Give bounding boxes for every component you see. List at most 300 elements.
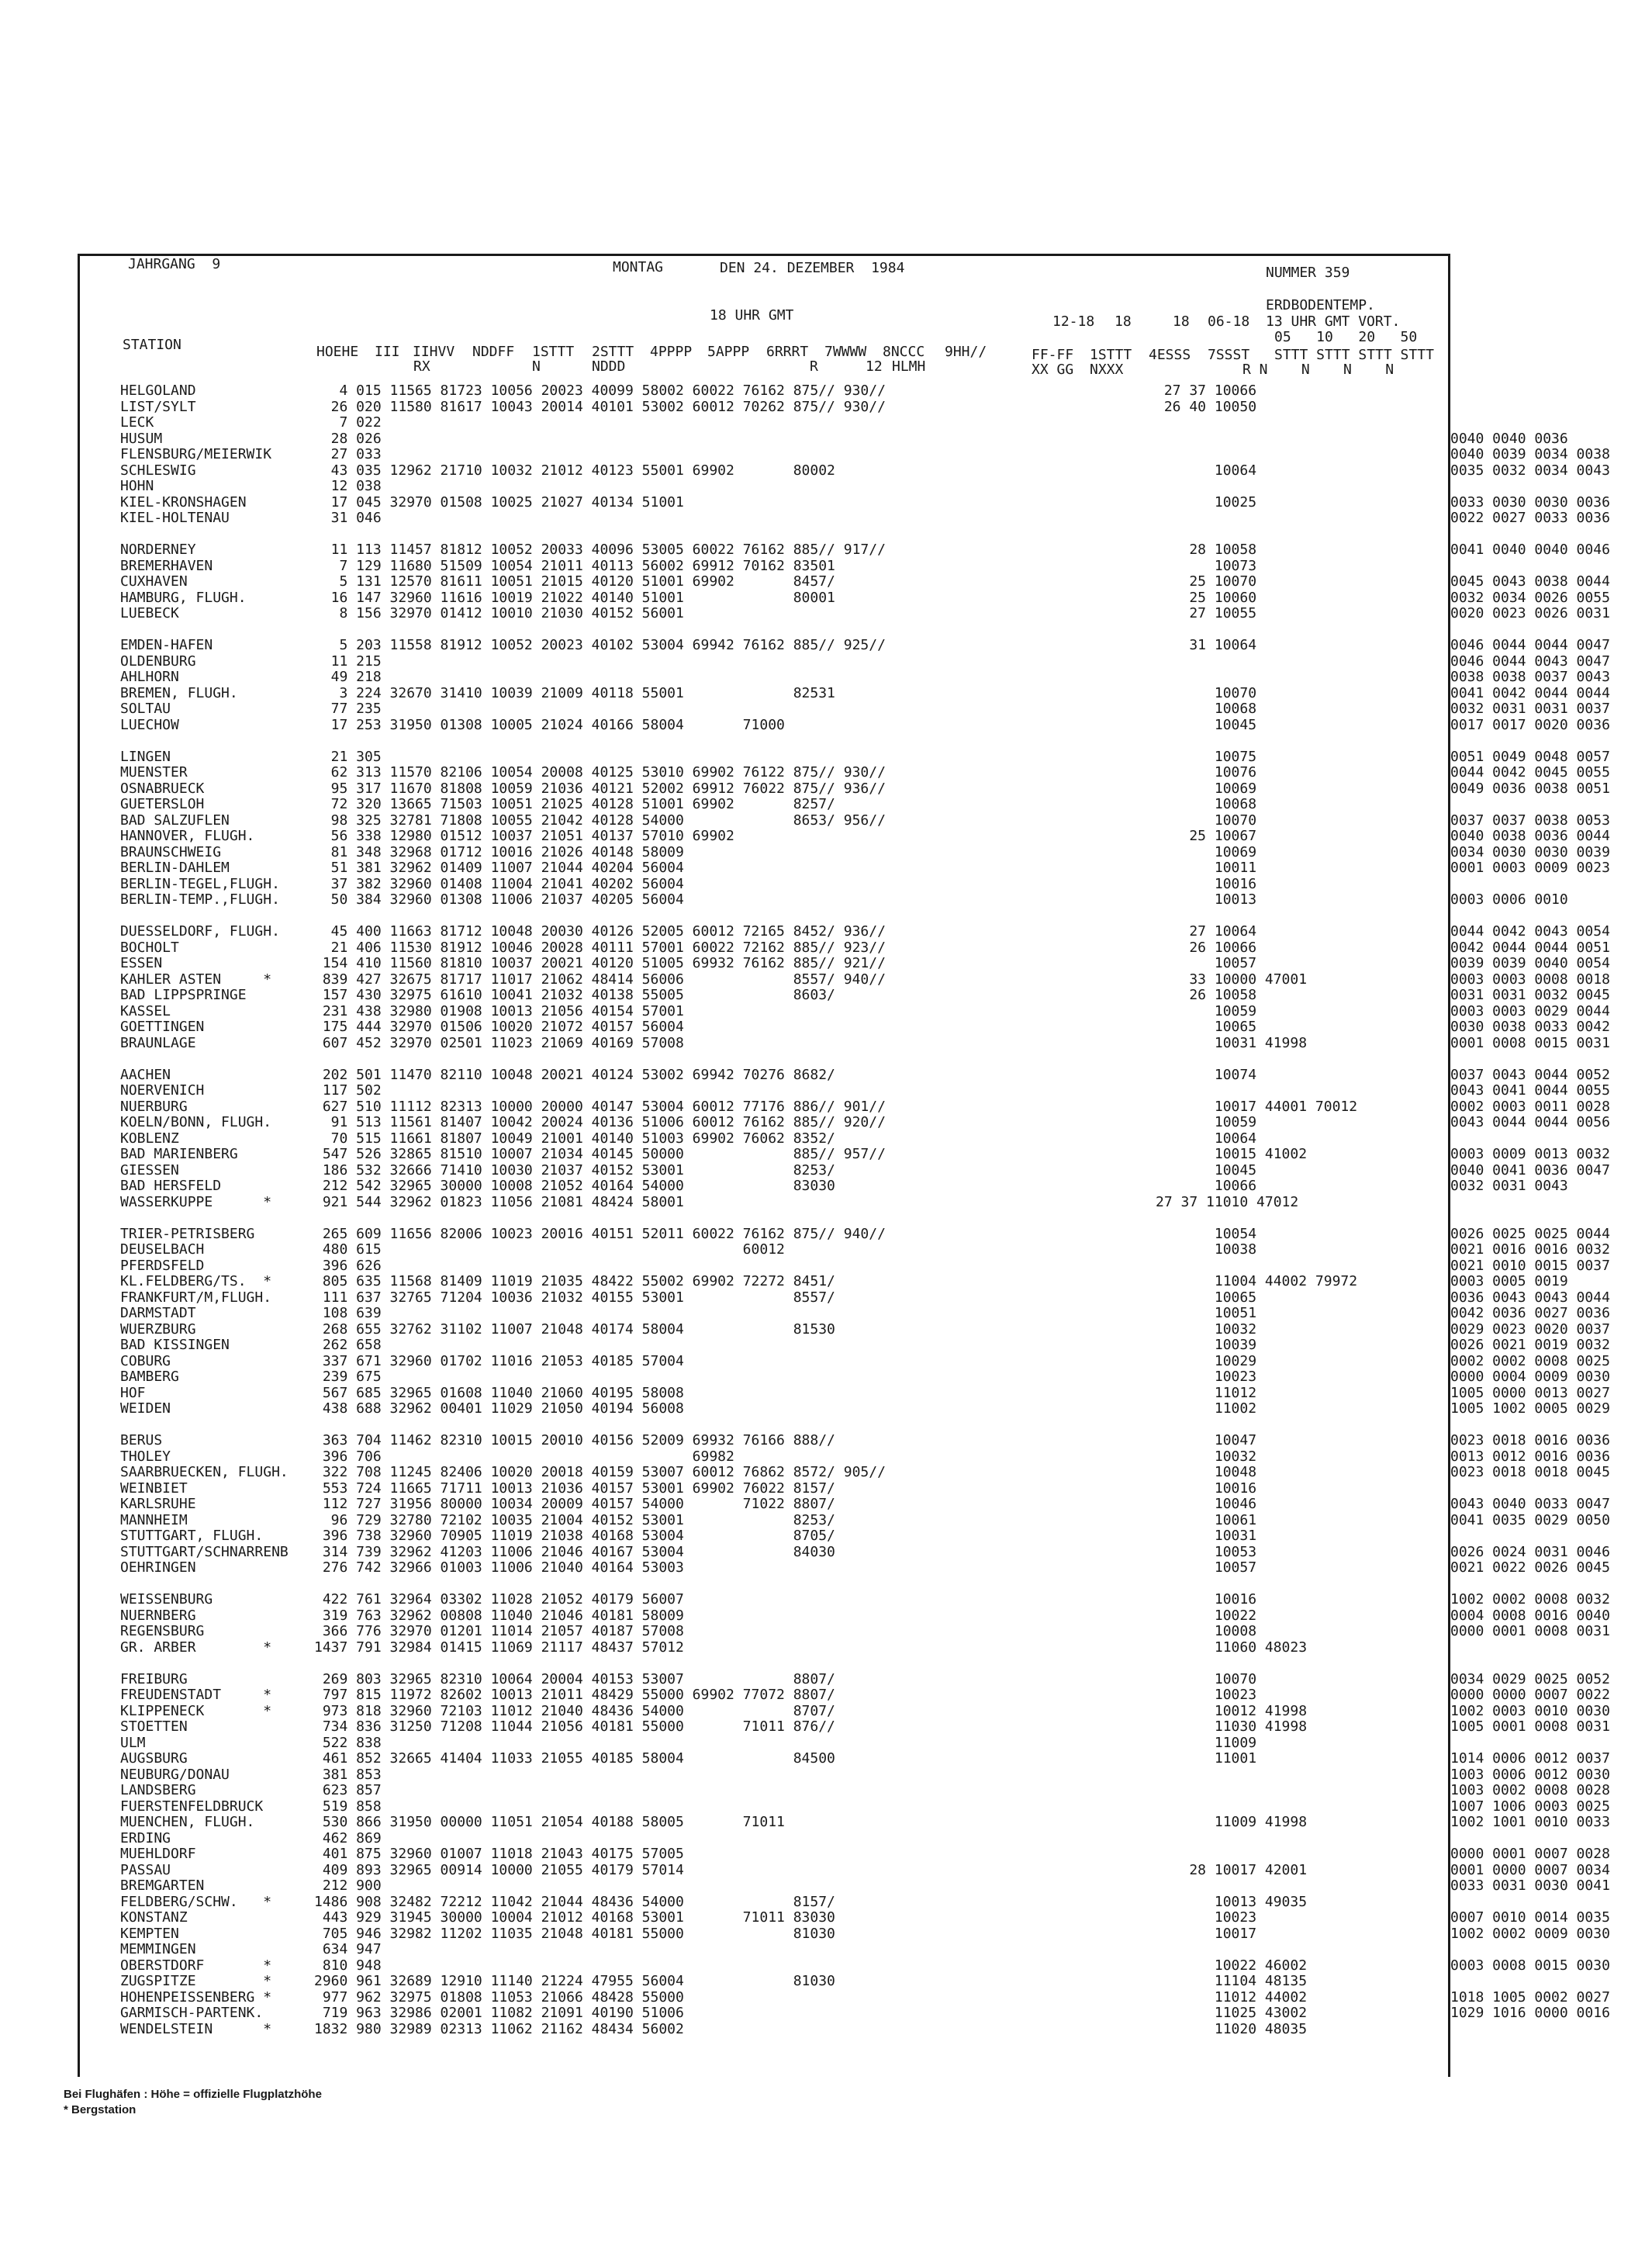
station-name: FRANKFURT/M,FLUGH. (120, 1289, 272, 1306)
soil-temp-values: 0030 0038 0033 0042 (1450, 1019, 1610, 1035)
station-row (120, 1083, 1652, 1099)
station-name: BAD MARIENBERG (120, 1146, 238, 1162)
station-name: KLIPPENECK * (120, 1702, 272, 1719)
station-row (120, 1481, 1652, 1497)
station-row (120, 1513, 1652, 1529)
sunshine-values: 11012 44002 (1156, 1988, 1308, 2005)
station-row (120, 1974, 1652, 1990)
soil-temp-values: 1029 1016 0000 0016 (1450, 2005, 1610, 2021)
station-row (120, 1449, 1652, 1466)
soil-temp-values: 0001 0000 0007 0034 (1450, 1861, 1610, 1878)
sunshine-values: 11009 41998 (1156, 1814, 1308, 1830)
station-name: TRIER-PETRISBERG (120, 1225, 255, 1242)
station-name: PASSAU (120, 1861, 171, 1878)
sunshine-values: 10032 (1156, 1320, 1257, 1338)
station-row (120, 2022, 1652, 2038)
station-row (120, 606, 1652, 622)
sunshine-values: 10047 (1156, 1432, 1257, 1448)
soil-temp-values: 0013 0012 0016 0036 (1450, 1448, 1610, 1465)
sunshine-values: 11030 41998 (1156, 1718, 1308, 1735)
synop-values: 519 858 (314, 1798, 382, 1815)
soil-temp-values: 0043 0041 0044 0055 (1450, 1082, 1610, 1099)
station-row (120, 1369, 1652, 1386)
station-row (120, 1783, 1652, 1799)
col-9hh: 9HH// (945, 344, 987, 360)
sunshine-values (1156, 1878, 1450, 1895)
station-name: FREIBURG (120, 1670, 188, 1687)
synop-values: 239 675 (314, 1369, 382, 1385)
station-row (120, 1433, 1652, 1449)
station-row (120, 1099, 1652, 1116)
synop-values: 154 410 11560 81810 10037 20021 40120 51005 69932 76162 885// 921// (314, 955, 886, 971)
station-row (120, 1846, 1652, 1863)
synop-values: 438 688 32962 00401 11029 21050 40194 56008 (314, 1400, 684, 1417)
soil-temp-values: 0029 0023 0020 0037 (1450, 1320, 1610, 1338)
station-name: LUEBECK (120, 605, 179, 621)
station-name: KL.FELDBERG/TS. * (120, 1273, 272, 1289)
sunshine-values: 10064 (1156, 1130, 1257, 1147)
sunshine-values: 10008 (1156, 1623, 1257, 1639)
synop-values: 50 384 32960 01308 11006 21037 40205 56004 (314, 891, 684, 908)
sunshine-values: 10061 (1156, 1511, 1257, 1528)
station-row (120, 1338, 1652, 1354)
sunshine-values: 11001 (1156, 1750, 1257, 1767)
synop-values: 4 015 11565 81723 10056 20023 40099 58002 60022 76162 875// 930// (314, 382, 886, 399)
station-row (120, 1227, 1652, 1243)
footnotes (64, 2087, 322, 2118)
synop-values: 276 742 32966 01003 11006 21040 40164 53003 (314, 1559, 684, 1576)
synop-values: 396 626 (314, 1257, 382, 1274)
group-spacer (120, 1656, 1652, 1672)
sunshine-values: 10016 (1156, 875, 1257, 892)
soil-temp-values: 0000 0001 0008 0031 (1450, 1623, 1610, 1639)
station-row (120, 1767, 1652, 1784)
soil-temp-values (1450, 1528, 1652, 1545)
soil-temp-values: 0007 0010 0014 0035 (1450, 1909, 1610, 1926)
sunshine-values: 27 37 11010 47012 (1156, 1193, 1299, 1210)
station-name: BRAUNLAGE (120, 1034, 196, 1051)
station-row (120, 638, 1652, 654)
soil-title: ERDBODENTEMP. (1266, 297, 1375, 313)
soil-temp-values (1450, 1831, 1652, 1847)
soil-temp-values: 0021 0022 0026 0045 (1450, 1559, 1610, 1576)
soil-temp-values: 0034 0029 0025 0052 (1450, 1670, 1610, 1687)
station-row (120, 813, 1652, 829)
station-name: KOBLENZ (120, 1130, 179, 1147)
soil-temp-values: 0045 0043 0038 0044 (1450, 573, 1610, 590)
synop-values: 422 761 32964 03302 11028 21052 40179 56007 (314, 1591, 684, 1607)
station-name: NEUBURG/DONAU (120, 1766, 230, 1783)
sunshine-values: 10074 (1156, 1066, 1257, 1083)
station-row (120, 988, 1652, 1004)
sunshine-values (1156, 431, 1450, 448)
sunshine-values: 11104 48135 (1156, 1973, 1308, 1989)
period-18-a: 18 (1115, 313, 1132, 330)
station-name: HAMBURG, FLUGH. (120, 589, 247, 606)
sunshine-values: 10022 (1156, 1607, 1257, 1624)
station-row (120, 1258, 1652, 1275)
synop-values: 212 900 (314, 1877, 382, 1894)
sunshine-values: 10048 (1156, 1464, 1257, 1480)
synop-values: 56 338 12980 01512 10037 21051 40137 57010 69902 (314, 828, 734, 844)
synop-values: 797 815 11972 82602 10013 21011 48429 55000 69902 77072 8807/ (314, 1687, 835, 1703)
soil-temp-values: 0021 0016 0016 0032 (1450, 1241, 1610, 1258)
soil-temp-values (1450, 479, 1652, 495)
soil-temp-values (1450, 1736, 1652, 1752)
soil-temp-values: 0049 0036 0038 0051 (1450, 780, 1610, 797)
synop-values: 12 038 (314, 478, 382, 494)
sunshine-values: 10015 41002 (1156, 1146, 1308, 1162)
sunshine-values: 10017 (1156, 1925, 1257, 1942)
station-row (120, 1863, 1652, 1879)
synop-values: 5 203 11558 81912 10052 20023 40102 53004 69942 76162 885// 925// (314, 637, 886, 653)
station-name: KIEL-KRONSHAGEN (120, 493, 247, 510)
synop-values: 31 046 (314, 510, 382, 526)
soil-temp-values: 0023 0018 0018 0045 (1450, 1464, 1610, 1480)
sunshine-values: 10017 44001 70012 (1156, 1098, 1358, 1115)
station-name: STUTTGART/SCHNARRENB (120, 1543, 289, 1560)
sunshine-values: 10039 (1156, 1337, 1257, 1353)
sunshine-values (1156, 510, 1450, 527)
col-hoehe: HOEHE (316, 344, 359, 360)
col-6rrrt: 6RRRT (766, 344, 809, 360)
station-row (120, 1147, 1652, 1163)
synop-values: 95 317 11670 81808 10059 21036 40121 52002 69912 76022 875// 936// (314, 780, 886, 797)
station-name: STOETTEN (120, 1718, 188, 1735)
station-row (120, 383, 1652, 400)
station-row (120, 686, 1652, 702)
period-18-b: 18 (1173, 313, 1190, 330)
synop-values: 322 708 11245 82406 10020 20018 40159 53007 60012 76862 8572/ 905// (314, 1464, 886, 1480)
soil-temp-values: 0003 0008 0015 0030 (1450, 1957, 1610, 1974)
synop-values: 1437 791 32984 01415 11069 21117 48437 57012 (314, 1639, 684, 1656)
weekday: MONTAG (613, 259, 664, 275)
soil-temp-values (1450, 2022, 1652, 2038)
synop-values: 108 639 (314, 1305, 382, 1321)
synop-values: 5 131 12570 81611 10051 21015 40120 51001 69902 8457/ (314, 573, 835, 590)
synop-values: 530 866 31950 00000 11051 21054 40188 58005 71011 (314, 1814, 785, 1830)
synop-values: 8 156 32970 01412 10010 21030 40152 56001 (314, 605, 684, 621)
station-row (120, 415, 1652, 431)
synop-values: 16 147 32960 11616 10019 21022 40140 51001 80001 (314, 589, 835, 606)
station-name: GUETERSLOH (120, 796, 205, 812)
station-row (120, 1926, 1652, 1943)
station-row (120, 1195, 1652, 1211)
sub-12: 12 (866, 358, 883, 375)
station-row (120, 749, 1652, 766)
station-row (120, 447, 1652, 463)
station-name: WUERZBURG (120, 1320, 196, 1338)
soil-temp-values (1450, 1895, 1652, 1911)
station-name: LINGEN (120, 748, 171, 765)
station-name: MUENCHEN, FLUGH. (120, 1814, 255, 1830)
synop-values: 17 045 32970 01508 10025 21027 40134 51001 (314, 493, 684, 510)
station-name: MUENSTER (120, 764, 188, 780)
soil-temp-values: 0040 0039 0034 0038 (1450, 446, 1610, 462)
sunshine-values (1156, 1799, 1450, 1815)
sunshine-values: 11012 (1156, 1384, 1257, 1401)
soil-temp-values: 0043 0044 0044 0056 (1450, 1114, 1610, 1130)
station-name: THOLEY (120, 1448, 171, 1465)
group-spacer (120, 1576, 1652, 1593)
soil-temp-values: 0026 0025 0025 0044 (1450, 1225, 1610, 1242)
synop-values: 734 836 31250 71208 11044 21056 40181 55000 71011 876// (314, 1718, 835, 1735)
station-name: AACHEN (120, 1066, 171, 1083)
soil-temp-values: 0036 0043 0043 0044 (1450, 1289, 1610, 1306)
station-name: BERLIN-TEMP.,FLUGH. (120, 891, 280, 908)
sub-nxxx: NXXX (1090, 362, 1124, 378)
col-nddff: NDDFF (472, 344, 515, 360)
sunshine-values: 10075 (1156, 748, 1257, 765)
station-row (120, 1608, 1652, 1625)
synop-values: 27 033 (314, 446, 382, 462)
soil-temp-values (1450, 400, 1652, 416)
synop-values: 37 382 32960 01408 11004 21041 40202 56004 (314, 875, 684, 892)
station-name: EMDEN-HAFEN (120, 637, 213, 653)
station-name: KIEL-HOLTENAU (120, 510, 230, 526)
station-name: COBURG (120, 1352, 171, 1369)
soil-temp-values: 0021 0010 0015 0037 (1450, 1257, 1610, 1274)
station-name: BOCHOLT (120, 939, 179, 956)
synop-values: 265 609 11656 82006 10023 20016 40151 52011 60022 76162 875// 940// (314, 1225, 886, 1242)
station-row (120, 463, 1652, 479)
soil-temp-values: 1002 0002 0008 0032 (1450, 1591, 1610, 1607)
sunshine-values (1156, 1083, 1450, 1099)
soil-temp-values: 0033 0031 0030 0041 (1450, 1877, 1610, 1894)
sunshine-values: 28 10017 42001 (1156, 1861, 1308, 1878)
sunshine-values: 11060 48023 (1156, 1639, 1308, 1656)
synop-values: 319 763 32962 00808 11040 21046 40181 58009 (314, 1607, 684, 1624)
station-row (120, 542, 1652, 559)
synop-values: 810 948 (314, 1957, 382, 1974)
sunshine-values: 10032 (1156, 1448, 1257, 1465)
synop-values: 28 026 (314, 430, 382, 447)
sunshine-values: 27 10064 (1156, 923, 1257, 940)
station-name: NORDERNEY (120, 542, 196, 558)
soil-temp-values: 0020 0023 0026 0031 (1450, 605, 1610, 621)
synop-values: 175 444 32970 01506 10020 21072 40157 56004 (314, 1019, 684, 1035)
station-name: DEUSELBACH (120, 1241, 205, 1258)
col-1sttt: 1STTT (532, 344, 575, 360)
station-name: HANNOVER, FLUGH. (120, 828, 255, 844)
synop-values: 49 218 (314, 669, 382, 685)
station-name: LIST/SYLT (120, 398, 196, 415)
synop-values: 96 729 32780 72102 10035 21004 40152 53001 8253/ (314, 1511, 835, 1528)
sunshine-values: 10038 (1156, 1241, 1257, 1258)
synop-values: 7 129 11680 51509 10054 21011 40113 56002 69912 70162 83501 (314, 557, 835, 574)
synop-values: 443 929 31945 30000 10004 21012 40168 53001 71011 83030 (314, 1909, 835, 1926)
sunshine-values: 10011 (1156, 860, 1257, 876)
station-name: DARMSTADT (120, 1305, 196, 1321)
station-name: HOHN (120, 478, 154, 494)
station-name: LECK (120, 414, 154, 431)
station-name: NOERVENICH (120, 1082, 205, 1099)
sunshine-values: 10051 (1156, 1305, 1257, 1321)
col-4esss: 4ESSS (1149, 347, 1191, 363)
station-name: OBERSTDORF * (120, 1957, 272, 1974)
sunshine-values: 10029 (1156, 1352, 1257, 1369)
station-row (120, 1290, 1652, 1306)
station-row (120, 574, 1652, 590)
synop-values: 262 658 (314, 1337, 382, 1353)
station-row (120, 1036, 1652, 1052)
station-name: BAD HERSFELD (120, 1178, 222, 1194)
station-row (120, 1815, 1652, 1831)
soil-temp-values: 0051 0049 0048 0057 (1450, 748, 1610, 765)
sunshine-values: 10031 (1156, 1528, 1257, 1544)
col-4pppp: 4PPPP (650, 344, 693, 360)
station-row (120, 1401, 1652, 1417)
station-name: MEMMINGEN (120, 1941, 196, 1957)
station-row (120, 1736, 1652, 1752)
group-spacer (120, 622, 1652, 639)
station-name: LANDSBERG (120, 1782, 196, 1798)
sunshine-values: 11020 48035 (1156, 2020, 1308, 2037)
synop-values: 363 704 11462 82310 10015 20010 40156 52009 69932 76166 888// (314, 1432, 835, 1448)
station-name: BAD LIPPSPRINGE (120, 987, 247, 1003)
station-name: BAD SALZUFLEN (120, 812, 230, 829)
synop-values: 719 963 32986 02001 11082 21091 40190 51006 (314, 2005, 684, 2021)
sunshine-values: 10059 (1156, 1002, 1257, 1019)
sunshine-values (1156, 479, 1450, 495)
synop-values: 314 739 32962 41203 11006 21046 40167 53004 84030 (314, 1543, 835, 1560)
soil-temp-values: 0032 0031 0043 (1450, 1178, 1568, 1194)
station-name: DUESSELDORF, FLUGH. (120, 923, 280, 940)
soil-temp-values: 0003 0006 0010 (1450, 891, 1568, 908)
soil-temp-values: 0041 0035 0029 0050 (1450, 1511, 1610, 1528)
station-name: OEHRINGEN (120, 1559, 196, 1576)
station-table (120, 383, 1652, 2037)
synop-values: 623 857 (314, 1782, 382, 1798)
sunshine-values: 10053 (1156, 1543, 1257, 1560)
col-2sttt: 2STTT (592, 344, 634, 360)
station-row (120, 877, 1652, 893)
synop-values: 11 113 11457 81812 10052 20033 40096 53005 60022 76162 885// 917// (314, 542, 886, 558)
station-name: SAARBRUECKEN, FLUGH. (120, 1464, 289, 1480)
sunshine-values (1156, 1783, 1450, 1799)
sunshine-values: 10073 (1156, 557, 1257, 574)
soil-temp-values: 0001 0008 0015 0031 (1450, 1034, 1610, 1051)
soil-temp-values (1450, 559, 1652, 575)
soil-temp-values: 0026 0024 0031 0046 (1450, 1543, 1610, 1560)
soil-depths: 05 10 20 50 (1274, 329, 1418, 345)
soil-temp-values: 0033 0030 0030 0036 (1450, 493, 1610, 510)
station-row (120, 892, 1652, 908)
sunshine-values: 10054 (1156, 1225, 1257, 1242)
station-name: WASSERKUPPE * (120, 1193, 272, 1210)
sunshine-values: 10068 (1156, 796, 1257, 812)
station-name: BAD KISSINGEN (120, 1337, 230, 1353)
synop-values: 212 542 32965 30000 10008 21052 40164 54000 83030 (314, 1178, 835, 1194)
col-soil: STTT STTT STTT STTT (1274, 347, 1434, 363)
station-row (120, 1354, 1652, 1370)
sunshine-values: 33 10000 47001 (1156, 971, 1308, 988)
sunshine-values: 25 10067 (1156, 828, 1257, 844)
synop-values: 7 022 (314, 414, 382, 431)
station-name: FLENSBURG/MEIERWIK (120, 446, 272, 462)
soil-temp-values: 1002 0002 0009 0030 (1450, 1925, 1610, 1942)
station-row (120, 1131, 1652, 1147)
col-5appp: 5APPP (707, 344, 750, 360)
soil-temp-values: 0038 0038 0037 0043 (1450, 669, 1610, 685)
synop-values: 1832 980 32989 02313 11062 21162 48434 56002 (314, 2020, 684, 2037)
soil-temp-values: 0001 0003 0009 0023 (1450, 860, 1610, 876)
station-row (120, 1704, 1652, 1720)
synop-values: 461 852 32665 41404 11033 21055 40185 58004 84500 (314, 1750, 835, 1767)
station-name: HELGOLAND (120, 382, 196, 399)
sunshine-values: 10070 (1156, 812, 1257, 829)
station-row (120, 1528, 1652, 1545)
col-7ssst: 7SSST (1208, 347, 1250, 363)
station-name: SOLTAU (120, 701, 171, 717)
station-name: AUGSBURG (120, 1750, 188, 1767)
station-row (120, 797, 1652, 813)
sunshine-values: 10057 (1156, 955, 1257, 971)
soil-temp-values (1450, 1131, 1652, 1147)
sub-n: N (532, 358, 541, 375)
sunshine-values: 10031 41998 (1156, 1034, 1308, 1051)
sunshine-values: 10046 (1156, 1496, 1257, 1512)
sunshine-values (1156, 1846, 1450, 1863)
soil-temp-values: 0035 0032 0034 0043 (1450, 462, 1610, 479)
soil-temp-values: 0022 0027 0033 0036 (1450, 510, 1610, 526)
sunshine-values (1156, 1831, 1450, 1847)
sunshine-values: 10045 (1156, 716, 1257, 733)
station-name: KARLSRUHE (120, 1496, 196, 1512)
synop-values: 547 526 32865 81510 10007 21034 40145 50000 885// 957// (314, 1146, 886, 1162)
soil-temp-values: 0042 0044 0044 0051 (1450, 939, 1610, 956)
station-name: BAMBERG (120, 1369, 179, 1385)
station-row (120, 1592, 1652, 1608)
footnote-mountain: * Bergstation (64, 2103, 137, 2116)
station-row (120, 1274, 1652, 1290)
soil-temp-values: 0044 0042 0043 0054 (1450, 923, 1610, 940)
station-name: WEISSENBURG (120, 1591, 213, 1607)
sub-soil: R N N N N (1242, 362, 1395, 378)
sunshine-values (1156, 1942, 1450, 1958)
station-row (120, 670, 1652, 686)
soil-temp-values: 0000 0000 0007 0022 (1450, 1687, 1610, 1703)
synop-values: 269 803 32965 82310 10064 20004 40153 53007 8807/ (314, 1670, 835, 1687)
station-row (120, 1019, 1652, 1036)
soil-temp-values (1450, 1640, 1652, 1656)
station-name: BERLIN-TEGEL,FLUGH. (120, 875, 280, 892)
station-name: GIESSEN (120, 1161, 179, 1178)
sunshine-values: 10013 (1156, 891, 1257, 908)
soil-temp-values: 0031 0031 0032 0045 (1450, 987, 1610, 1003)
sunshine-values: 27 37 10066 (1156, 382, 1257, 399)
station-name: BERUS (120, 1432, 163, 1448)
sunshine-values: 10023 (1156, 1909, 1257, 1926)
synop-values: 77 235 (314, 701, 382, 717)
synop-values: 381 853 (314, 1766, 382, 1783)
soil-temp-values (1450, 1481, 1652, 1497)
station-row (120, 1958, 1652, 1974)
station-name: STUTTGART, FLUGH. (120, 1528, 264, 1544)
station-name: WENDELSTEIN * (120, 2020, 272, 2037)
synop-values: 396 706 69982 (314, 1448, 734, 1465)
sunshine-values: 10070 (1156, 684, 1257, 701)
synop-values: 366 776 32970 01201 11014 21057 40187 57008 (314, 1623, 684, 1639)
sunshine-values: 10069 (1156, 780, 1257, 797)
sunshine-values: 25 10060 (1156, 589, 1257, 606)
sunshine-values: 10057 (1156, 1559, 1257, 1576)
soil-temp-values: 0039 0039 0040 0054 (1450, 955, 1610, 971)
soil-temp-values: 1003 0002 0008 0028 (1450, 1782, 1610, 1798)
soil-temp-values: 0043 0040 0033 0047 (1450, 1496, 1610, 1512)
station-name: ZUGSPITZE * (120, 1973, 272, 1989)
synop-values: 480 615 60012 (314, 1241, 785, 1258)
